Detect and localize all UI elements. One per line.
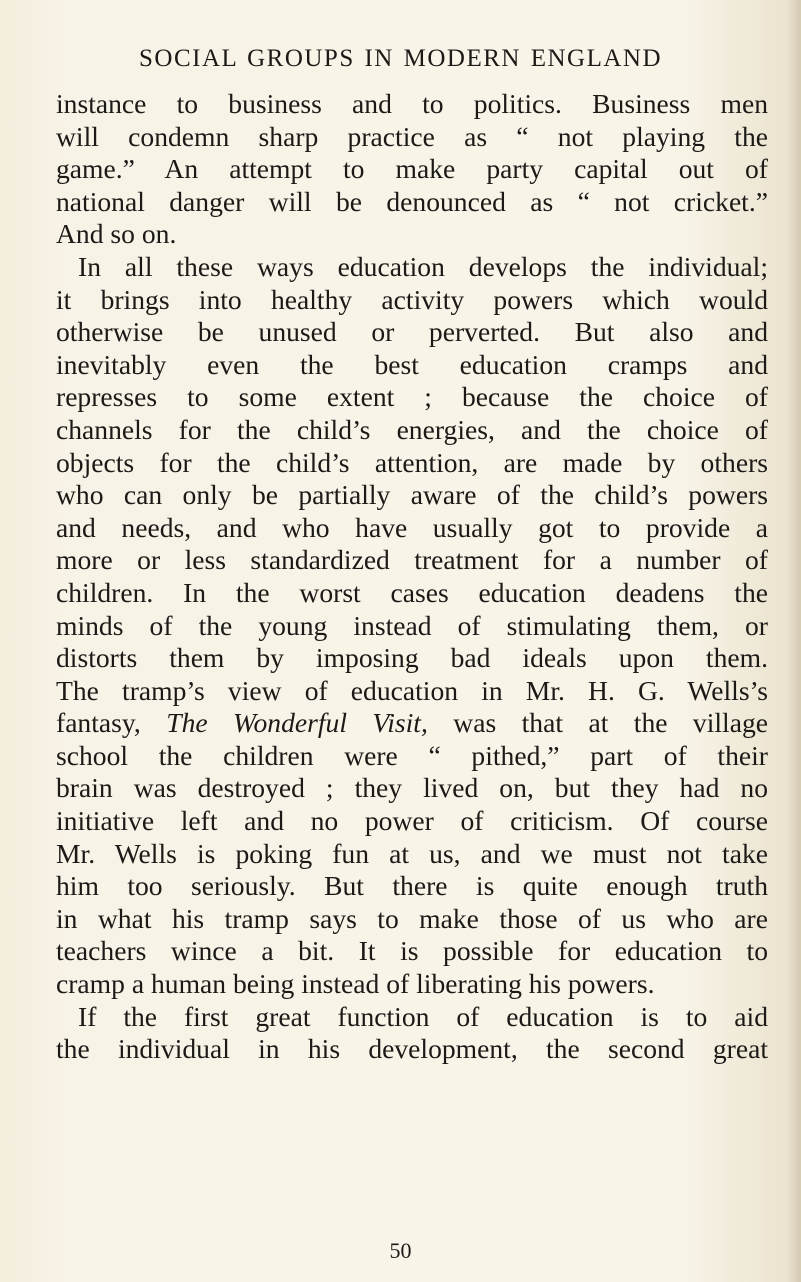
body-text xyxy=(56,88,768,1066)
text-line: If the first great function of education is to aid xyxy=(78,1000,768,1032)
text-line: the individual in his development, the second great xyxy=(56,1033,768,1065)
text-line: teachers wince a bit. It is possible for education to xyxy=(56,935,768,967)
text-line: objects for the child’s attention, are made by others xyxy=(56,446,768,478)
page-number: 50 xyxy=(389,1238,412,1263)
text-line: inevitably even the best education cramps and xyxy=(56,348,768,380)
text-line: cramp a human being instead of liberating his powers. xyxy=(56,968,655,1000)
text-line: instance to business and to politics. Business men xyxy=(56,88,768,119)
text-line: fantasy, The Wonderful Visit, was that at the village xyxy=(56,707,769,739)
text-line: Mr. Wells is poking fun at us, and we must not take xyxy=(56,837,768,869)
text-line: in what his tramp says to make those of us who are xyxy=(56,902,768,934)
text-line: school the children were “ pithed,” part of their xyxy=(56,739,768,771)
text-line: brain was destroyed ; they lived on, but they had no xyxy=(56,772,768,804)
text-line: The tramp’s view of education in Mr. H. G. Wells’s xyxy=(56,674,768,706)
text-line: minds of the young instead of stimulating them, or xyxy=(56,609,768,641)
text-line: national danger will be denounced as “ not cricket.” xyxy=(56,185,768,217)
text-line: otherwise be unused or perverted. But also and xyxy=(56,316,768,348)
text-line: game.” An attempt to make party capital out of xyxy=(56,153,768,185)
text-line: distorts them by imposing bad ideals upon them. xyxy=(56,642,768,674)
running-head: SOCIAL GROUPS IN MODERN ENGLAND xyxy=(138,45,663,72)
text-line: will condemn sharp practice as “ not playing the xyxy=(56,120,768,152)
text-line: channels for the child’s energies, and the choice of xyxy=(56,413,768,445)
text-line: and needs, and who have usually got to provide a xyxy=(56,511,768,543)
text-line: him too seriously. But there is quite enough truth xyxy=(56,870,768,902)
text-line: more or less standardized treatment for a number of xyxy=(56,544,768,576)
text-line: initiative left and no power of criticism. Of course xyxy=(56,805,768,837)
book-title-italic: The Wonderful Visit, xyxy=(166,707,428,739)
text-line: who can only be partially aware of the child’s powers xyxy=(56,479,768,511)
text-line: children. In the worst cases education deadens the xyxy=(56,576,768,608)
text-line: And so on. xyxy=(56,218,177,250)
text-line: In all these ways education develops the individual; xyxy=(78,250,768,282)
text-line: represses to some extent ; because the choice of xyxy=(56,381,768,413)
page-edge-shadow xyxy=(787,0,801,1282)
text-line: it brings into healthy activity powers which would xyxy=(56,283,768,315)
